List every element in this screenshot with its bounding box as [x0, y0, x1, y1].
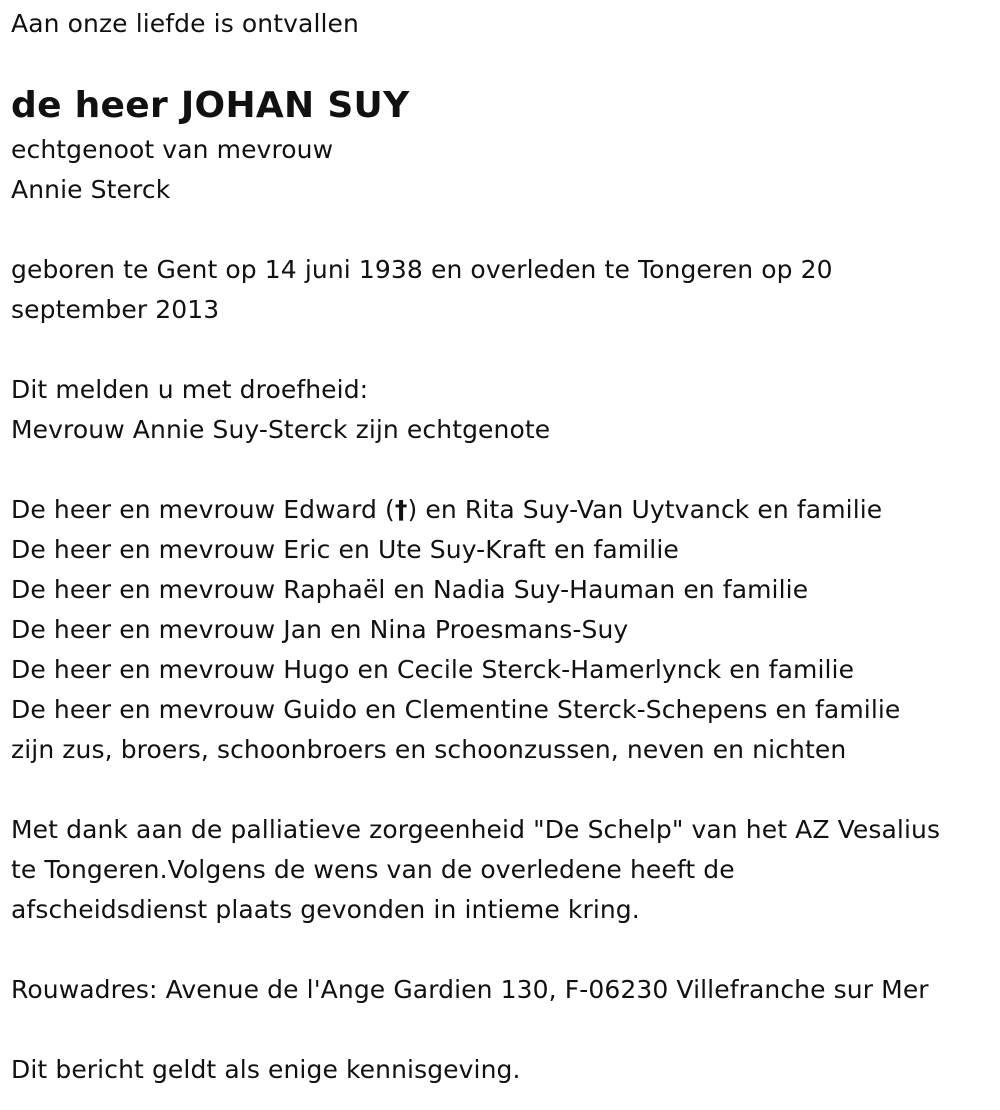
thanks-line: Met dank aan de palliatieve zorgeenheid "De Schelp" van het AZ Vesalius	[11, 815, 941, 844]
spacer	[11, 210, 991, 250]
spacer	[11, 450, 991, 490]
spacer	[11, 1010, 991, 1050]
birth-death-line: september 2013	[11, 295, 220, 324]
deceased-name: de heer JOHAN SUY	[11, 85, 410, 126]
family-line	[11, 490, 991, 530]
cross-icon: †	[394, 495, 408, 524]
thanks-line: afscheidsdienst plaats gevonden in intieme kring.	[11, 895, 640, 924]
announcement-line: Mevrouw Annie Suy-Sterck zijn echtgenote	[11, 415, 551, 444]
family-line: De heer en mevrouw Raphaël en Nadia Suy-Hauman en familie	[11, 575, 809, 604]
family-line: De heer en mevrouw Jan en Nina Proesmans-Suy	[11, 615, 629, 644]
spacer	[11, 330, 991, 370]
intro-text: Aan onze liefde is ontvallen	[11, 9, 359, 38]
mourning-address: Rouwadres: Avenue de l'Ange Gardien 130, F-06230 Villefranche sur Mer	[11, 975, 929, 1004]
closing-text: Dit bericht geldt als enige kennisgeving.	[11, 1055, 521, 1084]
spouse-name: Annie Sterck	[11, 175, 171, 204]
family-line-suffix: ) en Rita Suy-Van Uytvanck en familie	[407, 495, 883, 524]
obituary-notice	[11, 4, 991, 1090]
thanks-line: te Tongeren.Volgens de wens van de overledene heeft de	[11, 855, 735, 884]
spacer	[11, 770, 991, 810]
spacer	[11, 44, 991, 82]
birth-death-line: geboren te Gent op 14 juni 1938 en overleden te Tongeren op 20	[11, 255, 833, 284]
family-line: De heer en mevrouw Eric en Ute Suy-Kraft en familie	[11, 535, 679, 564]
spouse-line: echtgenoot van mevrouw	[11, 135, 334, 164]
family-line: De heer en mevrouw Guido en Clementine Sterck-Schepens en familie	[11, 695, 901, 724]
family-line-prefix: De heer en mevrouw Edward (	[11, 495, 395, 524]
family-line: zijn zus, broers, schoonbroers en schoonzussen, neven en nichten	[11, 735, 847, 764]
spacer	[11, 930, 991, 970]
announcement-line: Dit melden u met droefheid:	[11, 375, 369, 404]
family-line: De heer en mevrouw Hugo en Cecile Sterck-Hamerlynck en familie	[11, 655, 855, 684]
